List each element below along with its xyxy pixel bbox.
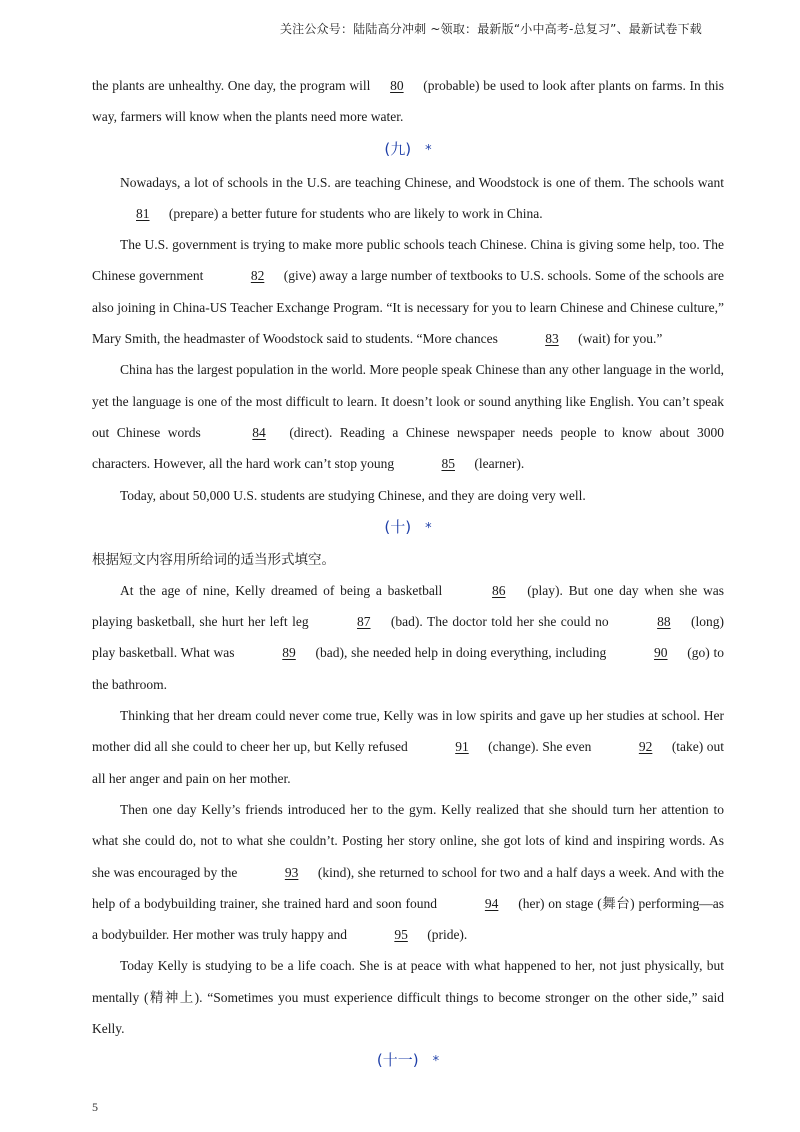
paragraph-p1: Nowadays, a lot of schools in the U.S. are teaching Chinese, and Woodstock is one of them. The schools want 81 (prepare) a better future for students who are likely to work in China. xyxy=(92,167,724,230)
blank-81[interactable]: 81 xyxy=(136,205,150,221)
star-icon: * xyxy=(432,1054,440,1070)
blank-82[interactable]: 82 xyxy=(250,268,265,284)
paragraph-p3: China has the largest population in the world. More people speak Chinese than any other language in the world, yet the language is one of the most difficult to learn. It doesn’t look or sound anything like English. You can’t speak out Chinese words 84 (direct). Reading a Chinese newspaper needs people to know about 3000 characters. However, all the hard work can’t stop young 85 (learner). xyxy=(92,354,724,479)
blank-89[interactable]: 89 xyxy=(282,645,296,661)
section-heading-10: (十) * xyxy=(384,517,432,536)
section-heading-11: (十一) * xyxy=(376,1051,440,1070)
blank-86[interactable]: 86 xyxy=(492,582,506,598)
star-icon: * xyxy=(425,520,432,536)
blank-87[interactable]: 87 xyxy=(357,614,371,630)
page-header: 关注公众号：陆陆高分冲刺 ~领取：最新版“小中高考-总复习”、最新试卷下载 xyxy=(279,22,702,36)
paragraph-p6: Thinking that her dream could never come true, Kelly was in low spirits and gave up her studies at school. Her mother did all she could to cheer her up, but Kelly refused 91 (change). She even 92 (take) out all her anger and pain on her mother. xyxy=(92,708,724,786)
paragraph-p7: Then one day Kelly’s friends introduced her to the gym. Kelly realized that she should turn her attention to what she could do, not to what she couldn’t. Posting her story online, she got lots of kind and inspiring words. As she was encouraged by the 93 (kind), she returned to school for two and a half days a week. And with the help of a bodybuilding trainer, she trained hard and soon found 94 (her) on stage (舞台) performing—as a bodybuilder. Her mother was truly happy and 95 (pride). xyxy=(92,794,724,950)
blank-94[interactable]: 94 xyxy=(484,895,499,911)
paragraph-p4: Today, about 50,000 U.S. students are studying Chinese, and they are doing very well. xyxy=(120,487,586,503)
star-icon: * xyxy=(425,142,432,158)
blank-80[interactable]: 80 xyxy=(390,78,404,93)
paragraph-p2: The U.S. government is trying to make more public schools teach Chinese. China is giving some help, too. The Chinese government 82 (give) away a large number of textbooks to U.S. schools. Some of the schools are also joining in China-US Teacher Exchange Program. “It is necessary for you to learn Chinese and Chinese culture,” Mary Smith, the headmaster of Woodstock said to students. “More chances 83 (wait) for you.” xyxy=(92,229,724,354)
blank-95[interactable]: 95 xyxy=(394,927,408,943)
blank-92[interactable]: 92 xyxy=(638,739,653,755)
section-heading-9: (九) * xyxy=(384,139,432,158)
blank-90[interactable]: 90 xyxy=(654,645,668,661)
paragraph-p0: the plants are unhealthy. One day, the program will 80 (probable) be used to look after plants on farms. In this way, farmers will know when the plants need more water. xyxy=(92,70,724,133)
blank-83[interactable]: 83 xyxy=(545,331,559,347)
instruction-text: 根据短文内容用所给词的适当形式填空。 xyxy=(92,551,335,568)
blank-88[interactable]: 88 xyxy=(657,614,671,630)
blank-84[interactable]: 84 xyxy=(252,424,266,440)
page-number: 5 xyxy=(92,1100,98,1114)
paragraph-p5: At the age of nine, Kelly dreamed of being a basketball 86 (play). But one day when she was playing basketball, she hurt her left leg 87 (bad). The doctor told her she could no 88 (long) play basketball. What was 89 (bad), she needed help in doing everything, including 90 (go) to the bathroom. xyxy=(92,575,724,700)
blank-91[interactable]: 91 xyxy=(455,739,469,755)
blank-85[interactable]: 85 xyxy=(441,456,455,472)
paragraph-p8: Today Kelly is studying to be a life coach. She is at peace with what happened to her, not just physically, but mentally (精神上). “Sometimes you must experience difficult things to become stronger on the other side,” said Kelly. xyxy=(92,958,724,1037)
document-body xyxy=(92,70,724,1078)
blank-93[interactable]: 93 xyxy=(284,864,299,880)
